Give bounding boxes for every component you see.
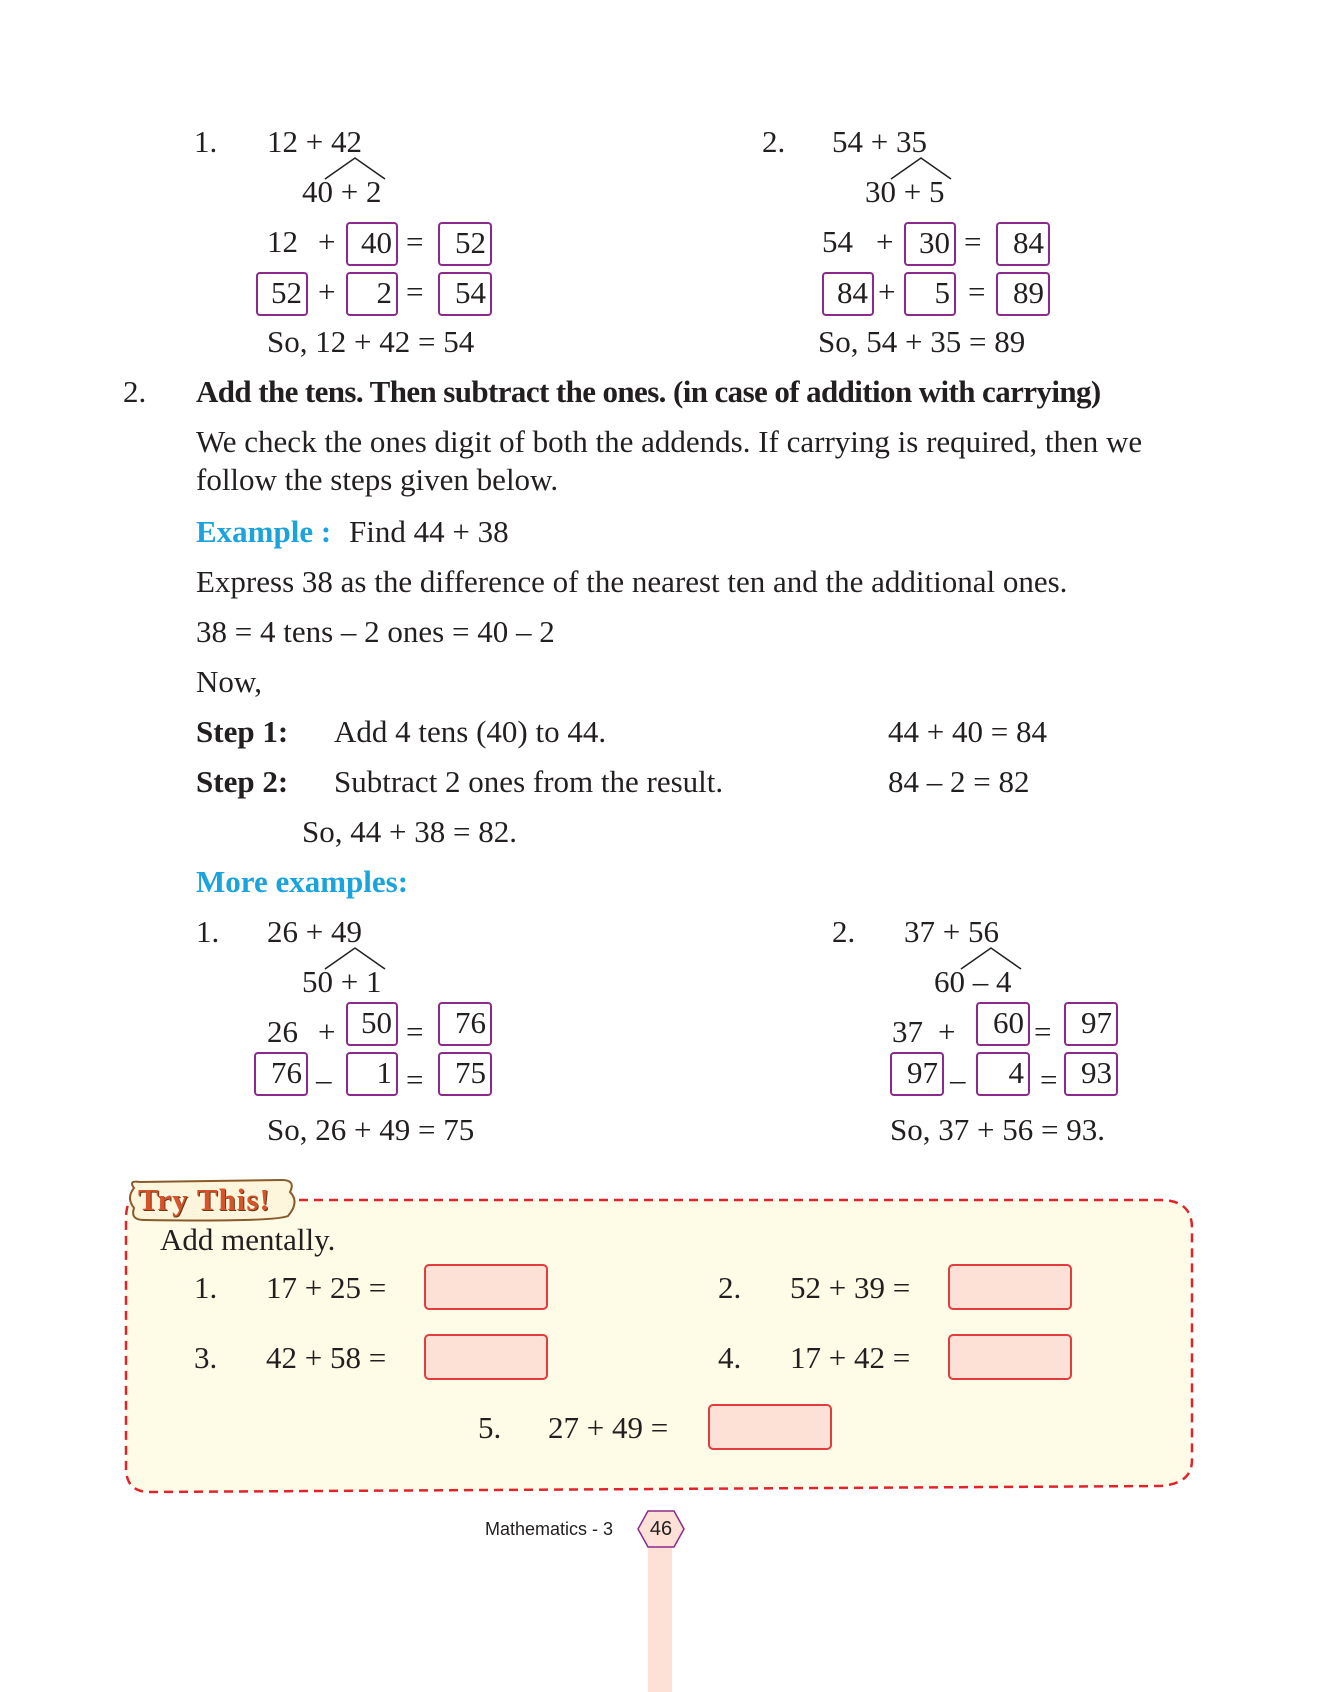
row2-eq: = <box>1040 1062 1058 1097</box>
row2-op: – <box>316 1062 332 1097</box>
row1-box-c: 97 <box>1064 1002 1118 1046</box>
row2-box-c: 89 <box>996 272 1050 316</box>
row1-op: + <box>938 1014 956 1049</box>
row1-box-b: 30 <box>904 222 956 266</box>
row1-a: 12 <box>267 224 298 259</box>
row2-box-b: 4 <box>976 1052 1030 1096</box>
result-line: So, 54 + 35 = 89 <box>818 324 1026 359</box>
item-number: 2. <box>832 914 856 949</box>
section-paragraph-line-2: follow the steps given below. <box>196 462 559 497</box>
item-number: 1. <box>194 124 218 159</box>
row2-box-c: 75 <box>438 1052 492 1096</box>
row2-eq: = <box>406 1062 424 1097</box>
try-item-4-expression: 17 + 42 = <box>790 1340 911 1375</box>
try-this-badge-text: Try This! <box>138 1182 271 1217</box>
step-2-label: Step 2: <box>196 764 289 799</box>
book-title: Mathematics - 3 <box>485 1519 614 1539</box>
row2-box-b: 5 <box>904 272 956 316</box>
try-item-3-answer-box[interactable] <box>424 1334 548 1380</box>
more-examples-label: More examples: <box>196 864 409 899</box>
try-item-2-number: 2. <box>718 1270 742 1305</box>
row2-op: + <box>318 274 336 309</box>
try-item-4-number: 4. <box>718 1340 742 1375</box>
now-line: Now, <box>196 664 263 699</box>
row2-op: – <box>950 1062 966 1097</box>
row1-a: 37 <box>892 1014 923 1049</box>
row2-box-c: 93 <box>1064 1052 1118 1096</box>
row1-box-c: 52 <box>438 222 492 266</box>
item-number: 2. <box>762 124 786 159</box>
try-item-1-expression: 17 + 25 = <box>266 1270 387 1305</box>
row1-box-c: 76 <box>438 1002 492 1046</box>
page-number: 46 <box>649 1518 673 1540</box>
try-item-1-answer-box[interactable] <box>424 1264 548 1310</box>
section-paragraph-line-1: We check the ones digit of both the addends. If carrying is required, then we <box>196 424 1143 459</box>
section-number: 2. <box>123 374 147 409</box>
split-expression: 50 + 1 <box>302 964 382 999</box>
step-1-calc: 44 + 40 = 84 <box>888 714 1047 749</box>
try-this-instruction: Add mentally. <box>160 1222 336 1257</box>
row1-eq: = <box>1034 1014 1052 1049</box>
split-expression: 40 + 2 <box>302 174 382 209</box>
result-line: So, 12 + 42 = 54 <box>267 324 475 359</box>
step-1-label: Step 1: <box>196 714 289 749</box>
row1-box-b: 50 <box>346 1002 398 1046</box>
example-label: Example : <box>196 514 332 549</box>
row1-box-b: 60 <box>976 1002 1030 1046</box>
row1-eq: = <box>406 1014 424 1049</box>
row1-op: + <box>318 1014 336 1049</box>
split-expression: 30 + 5 <box>865 174 945 209</box>
row1-op: + <box>876 224 894 259</box>
row1-op: + <box>318 224 336 259</box>
try-item-4-answer-box[interactable] <box>948 1334 1072 1380</box>
example-text: Find 44 + 38 <box>349 514 509 549</box>
row2-box-a: 76 <box>254 1052 308 1096</box>
try-item-2-expression: 52 + 39 = <box>790 1270 911 1305</box>
step-2-calc: 84 – 2 = 82 <box>888 764 1030 799</box>
expression: 54 + 35 <box>832 124 927 159</box>
row1-eq: = <box>406 224 424 259</box>
row2-box-a: 84 <box>822 272 874 316</box>
step-2-text: Subtract 2 ones from the result. <box>334 764 724 799</box>
row2-eq: = <box>968 274 986 309</box>
row2-box-a: 97 <box>890 1052 944 1096</box>
express-line: Express 38 as the difference of the nearest ten and the additional ones. <box>196 564 1068 599</box>
try-item-5-number: 5. <box>478 1410 502 1445</box>
row1-box-c: 84 <box>996 222 1050 266</box>
try-item-3-number: 3. <box>194 1340 218 1375</box>
try-item-1-number: 1. <box>194 1270 218 1305</box>
row1-a: 54 <box>822 224 853 259</box>
equation-line: 38 = 4 tens – 2 ones = 40 – 2 <box>196 614 555 649</box>
row2-box-b: 2 <box>346 272 398 316</box>
expression: 12 + 42 <box>267 124 362 159</box>
split-expression: 60 – 4 <box>934 964 1012 999</box>
page-tab-strip <box>648 1540 672 1692</box>
result-line: So, 37 + 56 = 93. <box>890 1112 1105 1147</box>
try-item-3-expression: 42 + 58 = <box>266 1340 387 1375</box>
try-item-5-answer-box[interactable] <box>708 1404 832 1450</box>
result-line: So, 26 + 49 = 75 <box>267 1112 475 1147</box>
row2-box-b: 1 <box>346 1052 398 1096</box>
expression: 37 + 56 <box>904 914 999 949</box>
expression: 26 + 49 <box>267 914 362 949</box>
item-number: 1. <box>196 914 220 949</box>
row1-a: 26 <box>267 1014 298 1049</box>
row1-box-b: 40 <box>346 222 398 266</box>
section-heading: Add the tens. Then subtract the ones. (in case of addition with carrying) <box>196 374 1101 409</box>
step-1-text: Add 4 tens (40) to 44. <box>334 714 607 749</box>
row1-eq: = <box>964 224 982 259</box>
try-item-5-expression: 27 + 49 = <box>548 1410 669 1445</box>
so-line: So, 44 + 38 = 82. <box>302 814 517 849</box>
row2-box-a: 52 <box>256 272 308 316</box>
try-item-2-answer-box[interactable] <box>948 1264 1072 1310</box>
row2-box-c: 54 <box>438 272 492 316</box>
row2-eq: = <box>406 274 424 309</box>
row2-op: + <box>878 274 896 309</box>
